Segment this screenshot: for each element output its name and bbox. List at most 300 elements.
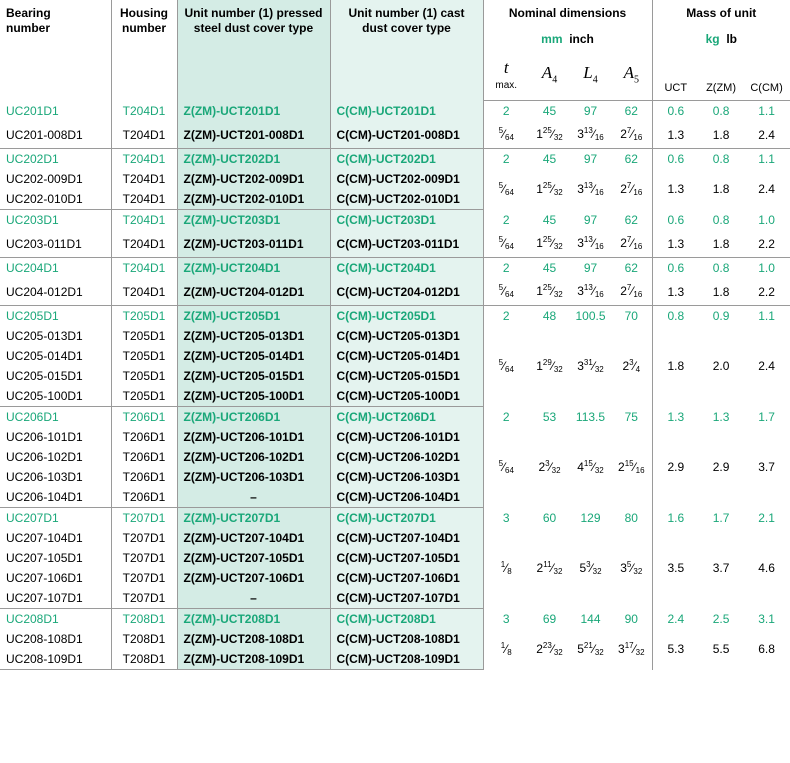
fraction-slash: ⁄ [633,459,636,474]
lb-ccm: 2.4 [758,359,775,374]
kg-ccm: 1.1 [758,309,775,323]
bearing-number: UC207-107D1 [0,588,111,609]
inch-numerator: 11 [543,559,552,569]
fraction-slash: ⁄ [592,236,595,250]
inch-denominator: 32 [635,647,645,657]
inch-denominator: 32 [594,465,604,475]
cast-unit-number: C(CM)-UCT206-101D1 [330,427,483,447]
cast-unit-number: C(CM)-UCT202-010D1 [330,189,483,210]
inch-whole: 3 [577,284,584,298]
header-a4: $A_4$ [529,52,570,101]
fraction-slash: ⁄ [592,459,595,474]
mm-a5: 62 [611,258,652,279]
lb-uct: 5.3 [667,642,685,657]
fraction-slash: ⁄ [592,127,595,141]
fraction-slash: ⁄ [505,560,508,575]
pressed-unit-number: Z(ZM)-UCT208D1 [177,609,330,630]
inch-denominator: 32 [553,290,563,299]
inch-dimension [570,230,611,258]
inch-whole: 1 [536,127,543,141]
housing-number: T205D1 [111,386,177,407]
bearing-number: UC205-015D1 [0,366,111,386]
lb-zzm: 3.7 [712,561,730,576]
inch-dimension [611,528,652,609]
kg-ccm: 1.1 [758,152,775,166]
housing-number: T204D1 [111,210,177,231]
bearing-number: UC207-104D1 [0,528,111,548]
inch-numerator: 5 [498,235,504,244]
pressed-unit-number: Z(ZM)-UCT201-008D1 [177,121,330,149]
pressed-unit-number: Z(ZM)-UCT205D1 [177,306,330,327]
mm-t: 2 [502,152,510,166]
inch-denominator: 8 [507,647,512,657]
pressed-unit-number: Z(ZM)-UCT206-102D1 [177,447,330,467]
inch-dimension [611,230,652,258]
lb-uct: 1.3 [652,230,699,258]
kg-zzm: 0.8 [712,212,730,227]
cast-unit-number: C(CM)-UCT202D1 [330,149,483,170]
inch-denominator: 64 [505,364,514,374]
cast-unit-number: C(CM)-UCT207D1 [330,508,483,529]
inch-whole: 3 [620,560,627,575]
inch-numerator: 25 [542,126,552,135]
header-units-kg-lb [652,32,790,52]
mm-l4: 97 [583,104,598,118]
bearing-number: UC201D1 [0,101,111,122]
kg-zzm: 0.8 [712,104,730,118]
fraction-slash: ⁄ [633,641,636,656]
cast-unit-number: C(CM)-UCT207-105D1 [330,548,483,568]
inch-whole: 2 [620,127,627,141]
inch-dimension [611,427,652,508]
mm-a4: 60 [542,510,557,525]
inch-numerator: 29 [542,357,552,367]
bearing-number: UC205-014D1 [0,346,111,366]
lb-zzm: 1.8 [699,230,743,258]
cast-unit-number: C(CM)-UCT207-104D1 [330,528,483,548]
housing-number: T204D1 [111,101,177,122]
table-row [0,306,790,327]
cast-unit-number: C(CM)-UCT204-012D1 [330,278,483,306]
header-ccm: C(CM) [743,52,790,101]
fraction-slash: ⁄ [590,560,593,575]
fraction-slash: ⁄ [551,127,554,141]
inch-denominator: 32 [553,242,563,251]
mm-l4: 97 [583,261,598,275]
housing-number: T205D1 [111,326,177,346]
cast-unit-number: C(CM)-UCT207-107D1 [330,588,483,609]
table-row [0,528,790,548]
lb-zzm: 2.0 [712,359,730,374]
inch-numerator: 17 [624,640,634,650]
fraction-slash: ⁄ [503,459,506,474]
mm-a5: 62 [611,101,652,122]
bearing-number: UC203D1 [0,210,111,231]
mm-a5: 62 [611,210,652,231]
mm-a4: 45 [542,261,557,275]
inch-whole: 2 [620,284,627,298]
cast-unit-number: C(CM)-UCT205D1 [330,306,483,327]
inch-denominator: 32 [551,465,561,475]
inch-denominator: 16 [594,242,604,251]
fraction-slash: ⁄ [631,236,634,250]
lb-ccm: 3.7 [758,460,775,475]
bearing-number: UC206-104D1 [0,487,111,508]
housing-number: T206D1 [111,407,177,428]
kg-uct: 0.6 [667,152,685,166]
housing-number: T206D1 [111,447,177,467]
housing-number: T207D1 [111,588,177,609]
mm-a4: 48 [542,309,557,323]
cast-unit-number: C(CM)-UCT207-106D1 [330,568,483,588]
inch-dimension [529,326,570,407]
inch-dimension [529,121,570,149]
kg-uct: 0.8 [667,309,685,323]
mm-a5: 90 [611,609,652,630]
fraction-slash: ⁄ [551,284,554,298]
inch-dimension [483,278,529,306]
lb-ccm: 2.2 [743,230,790,258]
inch-numerator: 25 [542,180,552,190]
kg-uct: 0.6 [667,104,685,118]
inch-dimension [529,629,570,670]
housing-number: T205D1 [111,366,177,386]
housing-number: T206D1 [111,427,177,447]
inch-dimension [611,169,652,210]
header-uct: UCT [652,52,699,101]
mm-l4: 100.5 [575,309,606,323]
cast-unit-number: C(CM)-UCT204D1 [330,258,483,279]
inch-denominator: 16 [633,133,643,142]
fraction-slash: ⁄ [503,284,506,298]
inch-whole: 3 [577,127,584,141]
inch-denominator: 16 [633,242,643,251]
pressed-unit-number: Z(ZM)-UCT202D1 [177,149,330,170]
pressed-unit-number: Z(ZM)-UCT207D1 [177,508,330,529]
kg-zzm: 2.5 [712,611,730,626]
pressed-unit-number: Z(ZM)-UCT204-012D1 [177,278,330,306]
pressed-unit-number: Z(ZM)-UCT202-009D1 [177,169,330,189]
lb-uct: 1.8 [667,359,685,374]
cast-unit-number: C(CM)-UCT201-008D1 [330,121,483,149]
pressed-unit-number: Z(ZM)-UCT204D1 [177,258,330,279]
inch-numerator: 3 [545,458,550,468]
cast-unit-number: C(CM)-UCT208-109D1 [330,649,483,670]
pressed-unit-number: Z(ZM)-UCT203D1 [177,210,330,231]
mm-l4: 97 [583,212,598,227]
inch-denominator: 8 [507,566,512,576]
kg-uct: 2.4 [667,611,685,626]
housing-number: T204D1 [111,149,177,170]
fraction-slash: ⁄ [631,181,634,196]
bearing-number: UC206-102D1 [0,447,111,467]
inch-numerator: 7 [626,283,632,292]
inch-denominator: 32 [633,566,643,576]
bearing-number: UC205D1 [0,306,111,327]
inch-whole: 2 [536,641,543,656]
inch-denominator: 16 [633,290,643,299]
lb-uct: 1.3 [667,182,685,197]
header-bearing-number: Bearing number [0,0,111,101]
mm-a5: 75 [611,407,652,428]
cast-unit-number: C(CM)-UCT205-100D1 [330,386,483,407]
fraction-slash: ⁄ [631,560,634,575]
inch-numerator: 13 [583,126,593,135]
fraction-slash: ⁄ [592,284,595,298]
inch-whole: 2 [618,459,625,474]
lb-uct: 1.3 [652,278,699,306]
pressed-unit-number: – [177,588,330,609]
inch-numerator: 5 [626,559,632,569]
header-nominal-dimensions: Nominal dimensions [483,0,652,32]
lb-zzm: 2.9 [712,460,730,475]
mm-a5: 70 [611,306,652,327]
fraction-slash: ⁄ [551,560,554,575]
header-t: t max. [483,52,529,101]
cast-unit-number: C(CM)-UCT205-015D1 [330,366,483,386]
table-row [0,230,790,258]
inch-whole: 1 [536,284,543,298]
inch-dimension [483,629,529,670]
inch-whole: 2 [536,560,544,575]
fraction-slash: ⁄ [592,181,595,196]
kg-ccm: 1.0 [758,212,775,227]
housing-number: T207D1 [111,548,177,568]
housing-number: T204D1 [111,230,177,258]
inch-denominator: 16 [594,187,604,197]
fraction-slash: ⁄ [551,181,554,196]
inch-numerator: 7 [626,235,632,244]
inch-denominator: 64 [505,465,514,475]
inch-whole: 5 [579,560,587,575]
bearing-number: UC207-106D1 [0,568,111,588]
inch-whole: 1 [536,236,543,250]
inch-numerator: 13 [583,180,593,190]
inch-dimension [570,528,611,609]
cast-unit-number: C(CM)-UCT205-013D1 [330,326,483,346]
inch-denominator: 32 [553,187,563,197]
bearing-number: UC208-108D1 [0,629,111,649]
fraction-slash: ⁄ [549,459,552,474]
inch-denominator: 32 [553,133,563,142]
mm-l4: 144 [580,611,601,626]
inch-numerator: 15 [624,458,634,468]
bearing-number: UC202D1 [0,149,111,170]
lb-uct: 2.9 [667,460,685,475]
inch-numerator: 25 [542,283,552,292]
table-row [0,149,790,170]
fraction-slash: ⁄ [631,127,634,141]
bearing-number: UC204-012D1 [0,278,111,306]
pressed-unit-number: Z(ZM)-UCT208-109D1 [177,649,330,670]
pressed-unit-number: Z(ZM)-UCT207-106D1 [177,568,330,588]
kg-uct: 0.6 [667,212,685,227]
pressed-unit-number: Z(ZM)-UCT205-100D1 [177,386,330,407]
inch-denominator: 64 [505,187,514,197]
inch-dimension [570,278,611,306]
inch-denominator: 32 [553,566,563,576]
inch-dimension [483,121,529,149]
pressed-unit-number: Z(ZM)-UCT206D1 [177,407,330,428]
inch-dimension [483,230,529,258]
bearing-number: UC208D1 [0,609,111,630]
inch-denominator: 16 [633,187,643,197]
fraction-slash: ⁄ [592,358,595,373]
inch-numerator: 25 [542,235,552,244]
kg-ccm: 1.7 [758,409,775,424]
housing-number: T204D1 [111,121,177,149]
inch-dimension [570,169,611,210]
table-row [0,407,790,428]
inch-dimension [483,326,529,407]
mm-l4: 113.5 [575,409,606,424]
fraction-slash: ⁄ [633,358,636,373]
housing-number: T205D1 [111,306,177,327]
bearing-number: UC205-100D1 [0,386,111,407]
kg-ccm: 3.1 [758,611,775,626]
inch-dimension [611,278,652,306]
mm-a4: 45 [542,212,557,227]
inch-whole: 3 [577,236,584,250]
cast-unit-number: C(CM)-UCT203-011D1 [330,230,483,258]
lb-ccm: 2.2 [743,278,790,306]
table-row [0,210,790,231]
cast-unit-number: C(CM)-UCT203D1 [330,210,483,231]
cast-unit-number: C(CM)-UCT208D1 [330,609,483,630]
inch-whole: 3 [577,181,584,196]
fraction-slash: ⁄ [592,641,595,656]
cast-unit-number: C(CM)-UCT206-102D1 [330,447,483,467]
fraction-slash: ⁄ [505,641,508,656]
mm-t: 3 [502,510,510,525]
table-body [0,101,790,670]
housing-number: T204D1 [111,258,177,279]
pressed-unit-number: Z(ZM)-UCT201D1 [177,101,330,122]
bearing-number: UC207-105D1 [0,548,111,568]
pressed-unit-number: Z(ZM)-UCT206-103D1 [177,467,330,487]
kg-uct: 0.6 [667,261,685,275]
inch-dimension [483,528,529,609]
inch-dimension [611,629,652,670]
inch-numerator: 5 [498,283,504,292]
inch-numerator: 21 [583,640,593,650]
inch-numerator: 3 [586,559,591,569]
fraction-slash: ⁄ [551,236,554,250]
inch-whole: 2 [622,358,630,373]
unit-kg-label: kg [705,32,720,46]
table-row [0,101,790,122]
inch-numerator: 5 [498,180,504,190]
pressed-unit-number: Z(ZM)-UCT205-014D1 [177,346,330,366]
inch-whole: 2 [620,181,627,196]
inch-dimension [570,629,611,670]
kg-zzm: 1.3 [712,409,730,424]
kg-zzm: 1.7 [712,510,730,525]
mm-a4: 45 [542,152,557,166]
bearing-number: UC205-013D1 [0,326,111,346]
lb-uct: 3.5 [667,561,685,576]
header-housing-number: Housing number [111,0,177,101]
inch-denominator: 4 [635,364,641,374]
housing-number: T207D1 [111,568,177,588]
fraction-slash: ⁄ [503,127,506,141]
inch-whole: 2 [620,236,627,250]
kg-uct: 1.6 [667,510,685,525]
inch-denominator: 32 [553,364,563,374]
kg-ccm: 1.1 [758,104,775,118]
bearing-number: UC201-008D1 [0,121,111,149]
kg-ccm: 2.1 [758,510,775,525]
table-row [0,258,790,279]
cast-unit-number: C(CM)-UCT208-108D1 [330,629,483,649]
inch-whole: 1 [536,181,543,196]
mm-a4: 53 [542,409,557,424]
inch-numerator: 13 [583,235,593,244]
inch-dimension [570,121,611,149]
mm-l4: 129 [580,510,601,525]
inch-denominator: 64 [505,242,514,251]
inch-numerator: 31 [583,357,593,367]
kg-zzm: 0.8 [712,152,730,166]
inch-denominator: 16 [594,290,604,299]
inch-dimension [570,326,611,407]
inch-numerator: 23 [542,640,552,650]
housing-number: T208D1 [111,629,177,649]
inch-numerator: 13 [583,283,593,292]
header-l4: $L_4$ [570,52,611,101]
header-mass-of-unit: Mass of unit [686,6,757,20]
bearing-number: UC207D1 [0,508,111,529]
inch-dimension [570,427,611,508]
housing-number: T205D1 [111,346,177,366]
cast-unit-number: C(CM)-UCT206D1 [330,407,483,428]
table-row [0,121,790,149]
table-row [0,169,790,189]
pressed-unit-number: Z(ZM)-UCT205-015D1 [177,366,330,386]
inch-denominator: 32 [553,647,563,657]
inch-denominator: 32 [592,566,602,576]
mm-a4: 69 [542,611,557,626]
table-row [0,427,790,447]
mm-a4: 45 [542,104,557,118]
fraction-slash: ⁄ [503,181,506,196]
inch-whole: 5 [577,641,584,656]
bearing-number: UC208-109D1 [0,649,111,670]
bearing-number: UC202-009D1 [0,169,111,189]
inch-numerator: 3 [629,357,634,367]
inch-dimension [611,121,652,149]
inch-dimension [529,427,570,508]
housing-number: T208D1 [111,609,177,630]
mm-l4: 97 [583,152,598,166]
cast-unit-number: C(CM)-UCT202-009D1 [330,169,483,189]
cast-unit-number: C(CM)-UCT206-103D1 [330,467,483,487]
kg-uct: 1.3 [667,409,685,424]
inch-dimension [611,326,652,407]
inch-denominator: 64 [505,133,514,142]
table-row [0,326,790,346]
inch-denominator: 16 [635,465,645,475]
mm-t: 2 [502,309,510,323]
mm-a5: 62 [611,149,652,170]
inch-denominator: 16 [594,133,604,142]
header-a5: $A_5$ [611,52,652,101]
inch-numerator: 1 [500,559,506,569]
bearing-number: UC206D1 [0,407,111,428]
header-zzm: Z(ZM) [699,52,743,101]
fraction-slash: ⁄ [631,284,634,298]
inch-dimension [529,278,570,306]
